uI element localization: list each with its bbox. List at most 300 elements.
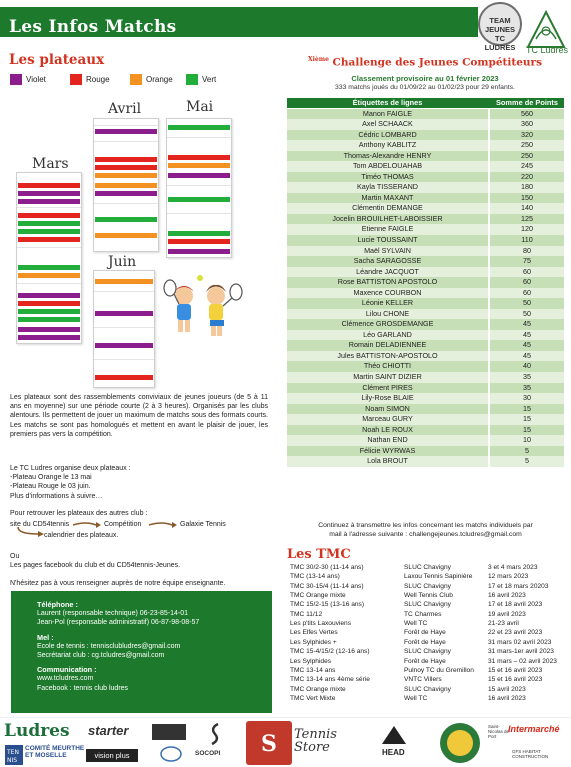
table-row: [287, 109, 564, 120]
challenge-title: [285, 56, 565, 69]
website-link[interactable]: www.tcludres.com: [37, 675, 94, 683]
calendar-line: [17, 207, 81, 208]
calendar-event: [18, 293, 80, 298]
points-cell: 35: [490, 372, 564, 383]
player-name-cell: Lily-Rose BLAIE: [287, 393, 488, 404]
calendar-line: [94, 141, 158, 142]
points-cell: 35: [490, 383, 564, 394]
table-row: [287, 298, 564, 309]
points-cell: 30: [490, 393, 564, 404]
tmc-row: [287, 619, 569, 628]
header-band: [0, 7, 478, 37]
arrow-right-icon: [148, 520, 178, 529]
head-logo-icon: [382, 726, 406, 744]
spacer: [10, 570, 268, 579]
points-cell: 45: [490, 319, 564, 330]
player-name-cell: Clémence GROSDEMANGE: [287, 319, 488, 330]
sponsor-comite: COMITÉ MEURTHE ET MOSELLE: [25, 745, 85, 759]
player-name-cell: Marceau GURY: [287, 414, 488, 425]
calendar-event: [18, 309, 80, 314]
calendar-line: [167, 213, 231, 214]
table-row: [287, 182, 564, 193]
navigation-flow-row: [10, 520, 268, 531]
sponsor-starter: starter: [88, 723, 129, 738]
tmc-date: 22 et 23 avril 2023: [488, 629, 543, 637]
points-cell: 50: [490, 298, 564, 309]
calendar-event: [18, 213, 80, 218]
points-cell: 15: [490, 414, 564, 425]
tmc-date: 15 avril 2023: [488, 685, 526, 693]
arrow-right-icon: [72, 520, 102, 529]
tmc-row: [287, 600, 569, 609]
calendar-line: [94, 327, 154, 328]
points-cell: 120: [490, 224, 564, 235]
tmc-club: SLUC Chavigny: [404, 564, 451, 571]
tmc-row: [287, 591, 569, 600]
ou-text: Ou: [10, 553, 20, 560]
calendar-event: [95, 217, 157, 222]
calendar-event: [168, 155, 230, 160]
sponsors-strip: [0, 717, 571, 767]
calendar-event: [95, 129, 157, 134]
table-row: [287, 161, 564, 172]
tmc-name: TMC 13-14 ans 4ème série: [290, 676, 370, 684]
player-name-cell: Léo GARLAND: [287, 330, 488, 341]
tmc-date: 21-23 avril: [488, 620, 519, 628]
tmc-club: Well TC: [404, 694, 428, 702]
tmc-row: [287, 694, 569, 703]
transmit-line-1: Continuez à transmettre les infos concernant les matchs individuels par: [318, 522, 533, 529]
player-name-cell: Sacha SARAGOSSE: [287, 256, 488, 267]
flow-step-calendrier: calendrier des plateaux.: [44, 532, 119, 540]
table-row: [287, 277, 564, 288]
tmc-name: TMC (13-14 ans): [290, 573, 340, 581]
player-name-cell: Lola BROUT: [287, 456, 488, 467]
calendar-event: [18, 317, 80, 322]
tmc-name: TMC 13-14 ans: [290, 666, 336, 674]
table-row: [287, 361, 564, 372]
facebook-pages-text: Les pages facebook du club et du CD54tennis-Jeunes.: [10, 562, 181, 570]
points-cell: 110: [490, 235, 564, 246]
secretariat-email: Secrétariat club : cg.tcludres@gmail.com: [37, 652, 165, 660]
tmc-title: Les TMC: [287, 547, 351, 562]
table-row: [287, 340, 564, 351]
tmc-club: Forêt de Haye: [404, 629, 446, 637]
calendar-event: [18, 327, 80, 332]
legend-swatch: [130, 74, 142, 85]
calendar-event: [95, 343, 153, 348]
arrow-curve-icon: [16, 527, 46, 539]
table-row: [287, 351, 564, 362]
table-row: [287, 246, 564, 257]
tmc-date: 12 mars 2023: [488, 573, 529, 581]
tmc-club: Forêt de Haye: [404, 638, 446, 646]
table-row: [287, 193, 564, 204]
tmc-row: [287, 610, 569, 619]
points-cell: 245: [490, 161, 564, 172]
table-row: [287, 393, 564, 404]
laurent-phone: Laurent (responsable technique) 06-23-85-14-01: [37, 610, 188, 618]
tmc-date: 15 et 16 avril 2023: [488, 676, 543, 684]
ecole-email: Ecole de tennis : tennisclubludres@gmail.com: [37, 642, 181, 650]
player-name-cell: Romain DELADIENNEE: [287, 340, 488, 351]
calendar-event: [18, 301, 80, 306]
table-row: [287, 267, 564, 278]
tmc-club: SLUC Chavigny: [404, 601, 451, 609]
tmc-date: 17 et 18 mars 20203: [488, 582, 549, 590]
tmc-row: [287, 657, 569, 666]
tmc-row: [287, 675, 569, 684]
table-row: [287, 383, 564, 394]
tmc-name: TMC 11/12: [290, 610, 323, 618]
table-row: [287, 203, 564, 214]
calendar-event: [168, 125, 230, 130]
tmc-club: Laxou Tennis Sapinière: [404, 573, 473, 581]
table-row: [287, 330, 564, 341]
facebook-link[interactable]: Facebook : tennis club ludres: [37, 684, 129, 692]
table-row: [287, 235, 564, 246]
calendar-event: [18, 265, 80, 270]
player-name-cell: Timéo THOMAS: [287, 172, 488, 183]
table-row: [287, 319, 564, 330]
tmc-row: [287, 582, 569, 591]
calendar-event: [95, 173, 157, 178]
player-name-cell: Noam SIMON: [287, 404, 488, 415]
tmc-name: Les Elfes Vertes: [290, 629, 338, 637]
tmc-name: TMC Vert Mixte: [290, 694, 336, 702]
calendar-mars: [16, 172, 82, 344]
classement-subtitle: Classement provisoire au 01 février 2023: [351, 74, 499, 83]
tmc-date: 31 mars 02 avril 2023: [488, 638, 552, 646]
calendar-event: [168, 197, 230, 202]
calendar-event: [95, 311, 153, 316]
ten-nis-logo-icon: [5, 745, 23, 765]
table-row: [287, 151, 564, 162]
ranking-table-header: [287, 98, 564, 108]
challenge-title-text: Challenge des Jeunes Compétiteurs: [328, 56, 543, 69]
points-cell: 220: [490, 172, 564, 183]
mel-label: Mel :: [37, 632, 54, 642]
sponsor-logo-square-icon: [152, 724, 186, 740]
legend-item-vert: [186, 74, 216, 86]
player-name-cell: Martin MAXANT: [287, 193, 488, 204]
calendar-line: [17, 247, 81, 248]
table-row: [287, 256, 564, 267]
points-cell: 320: [490, 130, 564, 141]
player-name-cell: Kayla TISSERAND: [287, 182, 488, 193]
points-cell: 5: [490, 446, 564, 457]
tmc-date: 19 avril 2023: [488, 610, 526, 618]
points-cell: 45: [490, 330, 564, 341]
points-cell: 60: [490, 288, 564, 299]
tmc-date: 3 et 4 mars 2023: [488, 564, 538, 571]
tmc-row: [287, 647, 569, 656]
flow-step-cd54: site du CD54tennis: [10, 521, 70, 529]
tmc-date: 31 mars – 02 avril 2023: [488, 657, 557, 665]
contact-box: [11, 591, 272, 713]
calendar-juin-title: Juin: [108, 254, 137, 270]
sponsor-head: HEAD: [382, 748, 405, 757]
tc-plateaux-more: Plus d'informations à suivre…: [10, 492, 103, 500]
player-name-cell: Anthony KABLITZ: [287, 140, 488, 151]
tmc-date: 16 avril 2023: [488, 592, 526, 600]
challenge-title-prefix: Xième: [307, 56, 329, 63]
calendar-mai: [166, 118, 232, 258]
player-name-cell: Thomas-Alexandre HENRY: [287, 151, 488, 162]
tmc-date: 15 et 16 avril 2023: [488, 666, 543, 674]
player-name-cell: Tom ABDELOUAHAB: [287, 161, 488, 172]
player-name-cell: Nathan END: [287, 435, 488, 446]
sponsor-round-seal-icon: [438, 721, 482, 765]
table-row: [287, 224, 564, 235]
sponsor-socopi: SOCOPI: [195, 750, 221, 757]
tmc-club: SLUC Chavigny: [404, 582, 451, 590]
tennis-store-logo-icon: [246, 721, 292, 765]
calendar-line: [167, 137, 231, 138]
calendar-event: [95, 165, 157, 170]
tc-plateaux-intro: Le TC Ludres organise deux plateaux :: [10, 465, 131, 472]
player-name-cell: Clément PIRES: [287, 383, 488, 394]
tmc-date: 16 avril 2023: [488, 694, 526, 702]
player-name-cell: Jocelin BROUILHET-LABOISSIER: [287, 214, 488, 225]
other-clubs-block: [10, 509, 268, 542]
column-header-points: Somme de Points: [495, 98, 558, 107]
points-cell: 45: [490, 351, 564, 362]
points-cell: 5: [490, 456, 564, 467]
calendar-event: [18, 335, 80, 340]
points-cell: 250: [490, 140, 564, 151]
sponsor-ludres: Ludres: [4, 721, 70, 741]
tmc-club: Well Tennis Club: [404, 592, 453, 600]
player-name-cell: Manon FAIGLE: [287, 109, 488, 120]
transmit-note: [287, 521, 564, 539]
legend-label: Vert: [202, 75, 217, 84]
player-name-cell: Rose BATTISTON APOSTOLO: [287, 277, 488, 288]
calendar-event: [18, 237, 80, 242]
points-cell: 50: [490, 309, 564, 320]
other-clubs-intro: Pour retrouver les plateaux des autres club :: [10, 510, 148, 517]
table-row: [287, 119, 564, 130]
calendar-event: [95, 279, 153, 284]
tmc-row: [287, 628, 569, 637]
calendar-event: [18, 199, 80, 204]
page-title: Les Infos Matchs: [9, 17, 177, 37]
table-row: [287, 425, 564, 436]
table-row: [287, 414, 564, 425]
tmc-club: Pulnoy TC du Gremillon: [404, 666, 474, 674]
legend-swatch: [10, 74, 22, 85]
calendar-event: [95, 157, 157, 162]
points-cell: 60: [490, 267, 564, 278]
sponsor-saint-nicolas: Saint-Nicolas de-Port: [488, 724, 511, 739]
tmc-club: SLUC Chavigny: [404, 648, 451, 656]
tmc-club: Well TC: [404, 620, 428, 628]
legend-item-orange: [130, 74, 173, 86]
calendar-avril: [93, 118, 159, 252]
player-name-cell: Cédric LOMBARD: [287, 130, 488, 141]
communication-label: Communication :: [37, 665, 97, 675]
telephone-label: Téléphone :: [37, 600, 78, 609]
player-name-cell: Axel SCHAACK: [287, 119, 488, 130]
calendar-event: [18, 273, 80, 278]
legend-label: Violet: [26, 75, 46, 84]
plateaux-description: Les plateaux sont des rassemblements conviviaux de jeunes joueurs (de 5 à 11 ans en moyenne) sur une période courte (2 à 3 heures). Organisés par les clubs alentours. Ils permettent de jouer un maximum de matchs sous des formats courts. Les matchs se sont pas homologués et mettent en avant le plaisir de jouer, les premiers pas vers la compétition.: [10, 394, 268, 438]
svg-text:S: S: [261, 731, 277, 757]
calendar-event: [168, 173, 230, 178]
tmc-name: Les p'tits Laxouviens: [290, 620, 352, 628]
tmc-row: [287, 572, 569, 581]
tmc-name: TMC Orange mixte: [290, 685, 346, 693]
svg-text:TEN: TEN: [7, 749, 19, 756]
calendar-juin: [93, 270, 155, 388]
player-name-cell: Noah LE ROUX: [287, 425, 488, 436]
sponsor-tennis-store: Tennis Store: [294, 727, 337, 755]
tmc-club: SLUC Chavigny: [404, 685, 451, 693]
tmc-club: VNTC Villers: [404, 676, 442, 684]
matches-count-text: 333 matchs joués du 01/09/22 au 01/02/23 pour 29 enfants.: [335, 84, 515, 91]
table-row: [287, 214, 564, 225]
tmc-name: Les Sylphides +: [290, 638, 337, 646]
tmc-name: TMC 15/2-15 (13-16 ans): [290, 601, 365, 609]
transmit-line-2: mail à l'adresse suivante : challengejeunes.tcludres@gmail.com: [329, 531, 522, 538]
calendar-line: [94, 359, 154, 360]
player-name-cell: Léandre JACQUOT: [287, 267, 488, 278]
calendar-event: [18, 191, 80, 196]
svg-text:NIS: NIS: [7, 757, 18, 764]
points-cell: 250: [490, 151, 564, 162]
sponsor-intermarche: Intermarché: [508, 724, 560, 734]
table-row: [287, 435, 564, 446]
points-cell: 560: [490, 109, 564, 120]
plateaux-legend: [10, 74, 260, 86]
sponsor-vision-plus: vision plus: [86, 749, 138, 762]
legend-label: Rouge: [86, 75, 110, 84]
calendar-line: [17, 283, 81, 284]
page-header: [0, 0, 571, 55]
player-name-cell: Maxence COURBON: [287, 288, 488, 299]
calendar-event: [168, 231, 230, 236]
tmc-row: [287, 685, 569, 694]
tmc-row: [287, 666, 569, 675]
calendar-line: [167, 185, 231, 186]
calendar-event: [18, 221, 80, 226]
table-row: [287, 404, 564, 415]
player-name-cell: Maël SYLVAIN: [287, 246, 488, 257]
kids-tennis-illustration: [160, 266, 250, 346]
jeanpol-phone: Jean-Pol (responsable administratif) 06-87-98-08-57: [37, 619, 200, 627]
points-cell: 80: [490, 246, 564, 257]
table-row: [287, 288, 564, 299]
calendar-event: [18, 183, 80, 188]
calendar-line: [94, 125, 158, 126]
table-row: [287, 309, 564, 320]
tc-ludres-logo-text: TC Ludres: [526, 45, 569, 55]
navigation-flow-row-2: [10, 531, 268, 542]
legend-item-violet: [10, 74, 46, 86]
table-row: [287, 172, 564, 183]
player-name-cell: Etienne FAIGLE: [287, 224, 488, 235]
points-cell: 40: [490, 361, 564, 372]
tmc-name: Les Sylphides: [290, 657, 332, 665]
player-name-cell: Clémentin DEMANGE: [287, 203, 488, 214]
plateaux-title: Les plateaux: [9, 52, 105, 68]
tmc-date: 17 et 18 avril 2023: [488, 601, 543, 609]
tc-plateau-orange: -Plateau Orange le 13 mai: [10, 474, 92, 482]
points-cell: 125: [490, 214, 564, 225]
ou-block: [10, 552, 268, 589]
tmc-row: [287, 563, 569, 572]
legend-item-rouge: [70, 74, 110, 86]
tmc-club: Forêt de Haye: [404, 657, 446, 665]
flow-step-galaxie: Galaxie Tennis: [180, 521, 226, 529]
tmc-date: 31 mars-1er avril 2023: [488, 648, 554, 656]
points-cell: 15: [490, 404, 564, 415]
sponsor-logo-round-icon: [160, 746, 182, 762]
calendar-event: [95, 183, 157, 188]
hesitez-text: N'hésitez pas à vous renseigner auprès de notre équipe enseignante.: [10, 580, 226, 588]
tmc-club: TC Charmes: [404, 610, 442, 618]
tc-plateau-rouge: -Plateau Rouge le 03 juin.: [10, 483, 91, 491]
calendar-event: [168, 249, 230, 254]
player-name-cell: Léonie KELLER: [287, 298, 488, 309]
player-name-cell: Lucie TOUSSAINT: [287, 235, 488, 246]
points-cell: 45: [490, 340, 564, 351]
tmc-name: TMC 30/2-30 (11-14 ans): [290, 564, 364, 571]
table-row: [287, 130, 564, 141]
player-name-cell: Jules BATTISTON-APOSTOLO: [287, 351, 488, 362]
player-name-cell: Félicie WYRWAS: [287, 446, 488, 457]
table-row: [287, 446, 564, 457]
calendar-mai-title: Mai: [186, 99, 214, 115]
table-row: [287, 456, 564, 467]
team-logo-line1: TEAM JEUNES: [484, 16, 515, 34]
points-cell: 150: [490, 193, 564, 204]
tmc-name: TMC Orange mixte: [290, 592, 346, 600]
points-cell: 75: [490, 256, 564, 267]
calendar-line: [94, 203, 158, 204]
calendar-event: [95, 233, 157, 238]
table-row: [287, 140, 564, 151]
calendar-event: [168, 239, 230, 244]
table-row: [287, 372, 564, 383]
legend-swatch: [70, 74, 82, 85]
tmc-name: TMC 15-4/15/2 (12-16 ans): [290, 648, 370, 656]
flow-step-competition: Compétition: [104, 521, 142, 529]
team-logo-line2: TC LUDRES: [484, 34, 516, 52]
calendar-line: [94, 291, 154, 292]
points-cell: 60: [490, 277, 564, 288]
calendar-event: [95, 191, 157, 196]
column-header-name: Étiquettes de lignes: [352, 98, 423, 107]
socopi-logo-icon: [208, 722, 222, 746]
calendar-avril-title: Avril: [108, 101, 142, 117]
team-jeunes-logo: [478, 2, 522, 52]
points-cell: 360: [490, 119, 564, 130]
calendar-event: [18, 229, 80, 234]
legend-swatch: [186, 74, 198, 85]
player-name-cell: Martin SAINT DIZIER: [287, 372, 488, 383]
tc-plateaux-block: [10, 464, 268, 501]
sponsor-gfs: GFS HABITAT CONSTRUCTION: [512, 749, 549, 759]
points-cell: 10: [490, 435, 564, 446]
calendar-event: [95, 375, 153, 380]
legend-label: Orange: [146, 75, 173, 84]
tmc-name: TMC 30-15/4 (11-14 ans): [290, 582, 364, 590]
player-name-cell: Théo CHIOTTI: [287, 361, 488, 372]
calendar-mars-title: Mars: [32, 156, 69, 172]
tmc-row: [287, 638, 569, 647]
player-name-cell: Lilou CHONE: [287, 309, 488, 320]
